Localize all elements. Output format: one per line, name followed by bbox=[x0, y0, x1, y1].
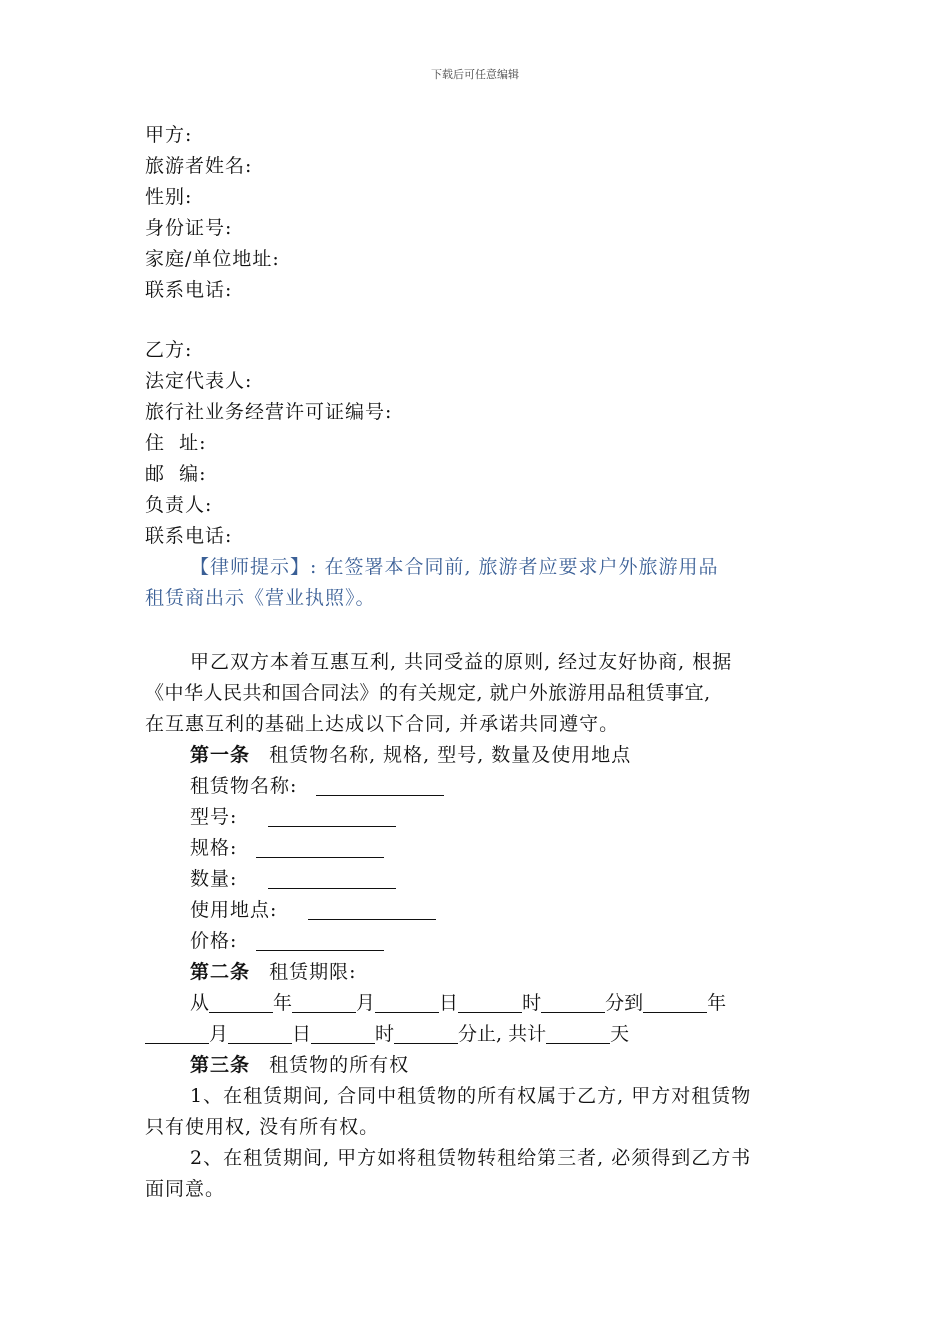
lawyer-tip-text-2: 租赁商出示《营业执照》。 bbox=[145, 587, 376, 609]
end-minute-blank[interactable] bbox=[394, 1023, 458, 1044]
article-3-title: 第三条 bbox=[190, 1054, 251, 1076]
model-blank[interactable] bbox=[268, 806, 396, 827]
spacer bbox=[145, 614, 815, 647]
label-minute-end: 分止, 共计 bbox=[458, 1023, 547, 1045]
party-b-phone: 联系电话: bbox=[145, 525, 233, 547]
lease-period-line-1 bbox=[145, 988, 815, 1019]
field-quantity bbox=[145, 864, 815, 895]
item-2-line-2: 面同意。 bbox=[145, 1178, 226, 1200]
article-2-text: 租赁期限: bbox=[269, 961, 357, 983]
total-days-blank[interactable] bbox=[546, 1023, 610, 1044]
spec-blank[interactable] bbox=[256, 837, 384, 858]
item-name-blank[interactable] bbox=[316, 775, 444, 796]
article-2-title: 第二条 bbox=[190, 961, 251, 983]
party-a-address: 家庭/单位地址: bbox=[145, 248, 280, 270]
party-a-phone: 联系电话: bbox=[145, 279, 233, 301]
label-from: 从 bbox=[190, 992, 210, 1014]
page-header: 下载后可任意编辑 bbox=[431, 68, 519, 81]
article-1-heading bbox=[145, 740, 815, 771]
field-label: 租赁物名称: bbox=[190, 775, 298, 797]
lawyer-tip-text: : 在签署本合同前, 旅游者应要求户外旅游用品 bbox=[310, 556, 719, 578]
item-1-line-1: 1、在租赁期间, 合同中租赁物的所有权属于乙方, 甲方对租赁物 bbox=[190, 1085, 752, 1107]
party-a-title: 甲方: bbox=[145, 124, 193, 146]
field-label: 使用地点: bbox=[190, 899, 278, 921]
field-label: 价格: bbox=[190, 930, 238, 952]
label-days: 天 bbox=[610, 1023, 630, 1045]
field-model bbox=[145, 802, 815, 833]
label-year: 年 bbox=[273, 992, 293, 1014]
label-hour: 时 bbox=[522, 992, 542, 1014]
label-day: 日 bbox=[292, 1023, 312, 1045]
label-year: 年 bbox=[707, 992, 727, 1014]
item-2-line-1: 2、在租赁期间, 甲方如将租赁物转租给第三者, 必须得到乙方书 bbox=[190, 1147, 752, 1169]
end-day-blank[interactable] bbox=[228, 1023, 292, 1044]
field-price bbox=[145, 926, 815, 957]
end-month-blank[interactable] bbox=[145, 1023, 209, 1044]
field-item-name bbox=[145, 771, 815, 802]
item-1-line-2: 只有使用权, 没有所有权。 bbox=[145, 1116, 380, 1138]
document-body bbox=[145, 120, 815, 1205]
field-location bbox=[145, 895, 815, 926]
party-a-gender: 性别: bbox=[145, 186, 193, 208]
start-hour-blank[interactable] bbox=[458, 992, 522, 1013]
start-day-blank[interactable] bbox=[375, 992, 439, 1013]
party-a-name: 旅游者姓名: bbox=[145, 155, 253, 177]
price-blank[interactable] bbox=[256, 930, 384, 951]
intro-line-3: 在互惠互利的基础上达成以下合同, 并承诺共同遵守。 bbox=[145, 713, 620, 735]
lawyer-tip-label: 【律师提示】 bbox=[190, 556, 311, 578]
label-day: 日 bbox=[439, 992, 459, 1014]
label-month: 月 bbox=[209, 1023, 229, 1045]
start-month-blank[interactable] bbox=[292, 992, 356, 1013]
end-hour-blank[interactable] bbox=[311, 1023, 375, 1044]
party-a-id: 身份证号: bbox=[145, 217, 233, 239]
party-b-license: 旅行社业务经营许可证编号: bbox=[145, 401, 393, 423]
label-hour: 时 bbox=[375, 1023, 395, 1045]
intro-line-2: 《中华人民共和国合同法》的有关规定, 就户外旅游用品租赁事宜, bbox=[145, 682, 711, 704]
start-year-blank[interactable] bbox=[209, 992, 273, 1013]
lawyer-tip bbox=[145, 552, 815, 614]
article-1-title: 第一条 bbox=[190, 744, 251, 766]
field-label: 型号: bbox=[190, 806, 238, 828]
field-label: 规格: bbox=[190, 837, 238, 859]
location-blank[interactable] bbox=[308, 899, 436, 920]
party-b-manager: 负责人: bbox=[145, 494, 213, 516]
label-minute-to: 分到 bbox=[605, 992, 644, 1014]
intro-line-1: 甲乙双方本着互惠互利, 共同受益的原则, 经过友好协商, 根据 bbox=[190, 651, 733, 673]
article-3-text: 租赁物的所有权 bbox=[269, 1054, 410, 1076]
party-b-title: 乙方: bbox=[145, 339, 193, 361]
party-b-address: 住 址: bbox=[145, 432, 207, 454]
article-1-text: 租赁物名称, 规格, 型号, 数量及使用地点 bbox=[269, 744, 632, 766]
quantity-blank[interactable] bbox=[268, 868, 396, 889]
article-3-heading bbox=[145, 1050, 815, 1081]
field-label: 数量: bbox=[190, 868, 238, 890]
label-month: 月 bbox=[356, 992, 376, 1014]
party-b-postcode: 邮 编: bbox=[145, 463, 207, 485]
article-3-item-1 bbox=[145, 1081, 815, 1143]
article-3-item-2 bbox=[145, 1143, 815, 1205]
party-b-legal-rep: 法定代表人: bbox=[145, 370, 253, 392]
intro-paragraph bbox=[145, 647, 815, 740]
end-year-blank[interactable] bbox=[643, 992, 707, 1013]
lease-period-line-2 bbox=[145, 1019, 815, 1050]
field-spec bbox=[145, 833, 815, 864]
article-2-heading bbox=[145, 957, 815, 988]
start-minute-blank[interactable] bbox=[541, 992, 605, 1013]
spacer bbox=[145, 306, 815, 335]
